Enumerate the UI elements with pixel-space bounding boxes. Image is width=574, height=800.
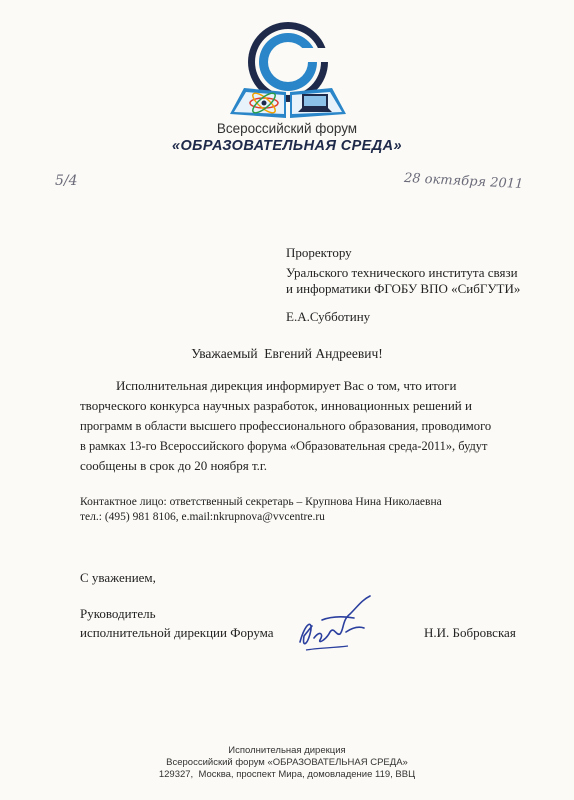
- addressee-line2: Уральского технического института связи: [286, 265, 518, 280]
- footer-line2: Всероссийский форум «ОБРАЗОВАТЕЛЬНАЯ СРЕДА»: [166, 757, 408, 768]
- signatory-title1: Руководитель: [80, 606, 156, 621]
- body-line2: творческого конкурса научных разработок, инновационных решений и: [80, 398, 472, 413]
- addressee-line3: и информатики ФГОБУ ВПО «СибГУТИ»: [286, 281, 521, 296]
- org-name-line2: «ОБРАЗОВАТЕЛЬНАЯ СРЕДА»: [172, 138, 402, 154]
- greeting: Уважаемый Евгений Андреевич!: [191, 346, 383, 361]
- signatory-title2: исполнительной дирекции Форума: [80, 625, 274, 640]
- signature-image: [292, 590, 392, 660]
- contact-phone-email: тел.: (495) 981 8106, e.mail:nkrupnova@vvcentre.ru: [80, 511, 325, 523]
- contact-person: Контактное лицо: ответственный секретарь – Крупнова Нина Николаевна: [80, 496, 442, 508]
- forum-logo: [220, 18, 356, 122]
- addressee-name: Е.А.Субботину: [286, 309, 371, 324]
- footer-address: 129327, Москва, проспект Мира, домовладение 119, ВВЦ: [158, 769, 416, 780]
- handwritten-ref: 5/4: [55, 173, 78, 189]
- handwritten-date: 28 октября 2011: [403, 170, 524, 193]
- body-line5: сообщены в срок до 20 ноября т.г.: [80, 458, 268, 473]
- footer-line1: Исполнительная дирекция: [228, 745, 346, 756]
- signatory-name: Н.И. Бобровская: [424, 625, 516, 640]
- body-line1: Исполнительная дирекция информирует Вас о том, что итоги: [116, 378, 457, 393]
- body-line3: программ в области высшего профессионального образования, проводимого: [80, 419, 492, 433]
- body-line4: в рамках 13-го Всероссийского форума «Образовательная среда-2011», будут: [80, 439, 488, 453]
- closing: С уважением,: [80, 570, 156, 585]
- org-name-line1: Всероссийский форум: [216, 121, 358, 136]
- addressee-line1: Проректору: [286, 245, 352, 260]
